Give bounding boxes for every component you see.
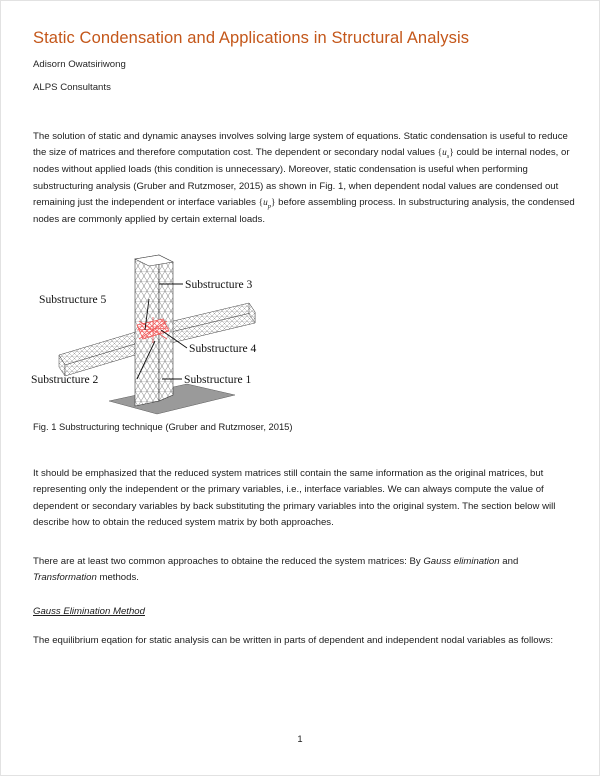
equilibrium-paragraph: The equilibrium eqation for static analysis can be written in parts of dependent and independent nodal variables as follows: — [33, 634, 553, 646]
term-gauss-elimination: Gauss elimination — [423, 555, 500, 567]
math-brace-close: } — [449, 148, 454, 159]
math-brace-close: } — [271, 198, 276, 209]
figure-label-substructure-2: Substructure 2 — [31, 372, 99, 386]
approaches-text-b: and — [499, 555, 519, 567]
math-brace-open: { — [258, 198, 264, 209]
page-title: Static Condensation and Applications in Structural Analysis — [33, 29, 470, 47]
page-content — [33, 29, 581, 649]
section-heading-wrapper — [33, 601, 581, 619]
author-affiliation: ALPS Consultants — [33, 81, 111, 93]
math-brace-open: { — [437, 148, 443, 159]
spacer — [33, 532, 581, 554]
page-number: 1 — [297, 733, 303, 744]
reduced-system-paragraph: It should be emphasized that the reduced system matrices still contain the same information as the original matrices, but representing only the independent or the primary variables, i.e., interface variables. We can always compute the value of dependent or secondary variables by back substituting the primary variables into the original system. The section below will describe how to obtain the reduced system matrix by both approaches. — [33, 467, 556, 529]
spacer — [33, 95, 581, 129]
spacer — [33, 587, 581, 601]
spacer — [33, 229, 581, 251]
figure-label-substructure-5: Substructure 5 — [39, 292, 107, 306]
approaches-text-a: There are at least two common approaches to obtaine the reduced the system matrices: By — [33, 555, 424, 567]
term-transformation: Transformation — [33, 572, 97, 584]
math-base: u — [442, 148, 447, 159]
intro-paragraph — [33, 129, 581, 229]
intro-text-b: could be internal nodes, or nodes without applied loads (this condition is unnecessary). Moreover, static condensation is useful when performing substructuring analysis (Gruber and Rutzmoser, 2015) as shown in Fig. 1, when dependent nodal values are condensed out remaining just the independent or interface variables — [33, 147, 570, 209]
figure-caption: Fig. 1 Substructuring technique (Gruber and Rutzmoser, 2015) — [33, 420, 293, 432]
figure-label-substructure-1: Substructure 1 — [184, 372, 252, 386]
math-subscript: p — [267, 203, 272, 211]
figure-substructuring — [33, 251, 581, 421]
math-subscript: s — [446, 152, 450, 160]
approaches-text-c: methods. — [96, 572, 139, 584]
figure-illustration — [27, 251, 327, 421]
figure-label-substructure-3: Substructure 3 — [185, 277, 253, 291]
intro-text-c: before assembling process. In substructuring analysis, the condensed nodes are commonly applied by certain external loads. — [33, 197, 575, 226]
approaches-paragraph — [33, 554, 581, 587]
section-heading-gauss-elimination: Gauss Elimination Method — [33, 605, 145, 617]
spacer — [33, 432, 581, 466]
math-variable-us — [438, 148, 454, 158]
figure-label-substructure-4: Substructure 4 — [189, 341, 257, 355]
math-variable-up — [258, 198, 276, 211]
spacer — [33, 619, 581, 633]
intro-text-a: The solution of static and dynamic anayses involves solving large system of equations. Static condensation is useful to reduce the size of matrices and therefore computation cost. The dependent or secondary nodal values — [33, 130, 568, 159]
math-base: u — [263, 198, 268, 209]
author-name: Adisorn Owatsiriwong — [33, 58, 126, 70]
